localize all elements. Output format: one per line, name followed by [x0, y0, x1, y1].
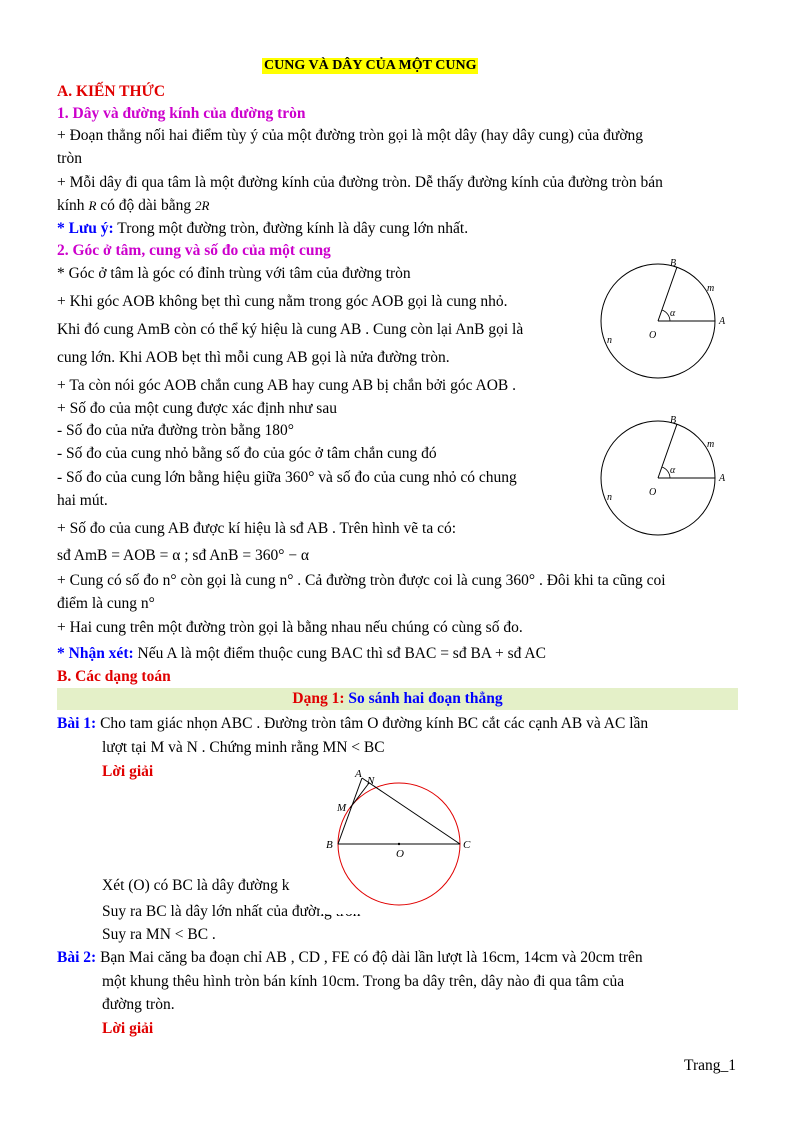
- central-angle-figure-2: [598, 410, 758, 550]
- section-a-heading: A. KIẾN THỨC: [57, 83, 166, 100]
- text-line-6: + Số đo của một cung được xác định như sau: [57, 400, 337, 417]
- page-number: Trang_1: [684, 1057, 736, 1074]
- bai2-line-b: một khung thêu hình tròn bán kính 10cm. Trong ba dây trên, dây nào đi qua tâm của: [102, 973, 625, 990]
- label-C: C: [463, 839, 471, 851]
- text-line-12: sđ AmB = AOB = α ; sđ AnB = 360° − α: [57, 547, 310, 564]
- paragraph-2a: + Mỗi dây đi qua tâm là một đường kính của đường tròn. Dễ thấy đường kính của đường tròn bán: [57, 174, 663, 191]
- text-line-10: hai mút.: [57, 492, 108, 509]
- label-n: n: [607, 492, 612, 503]
- central-angle-figure-1: [598, 252, 758, 392]
- text-line-11: + Số đo của cung AB được kí hiệu là sđ AB . Trên hình vẽ ta có:: [57, 520, 457, 537]
- angle-arc: [662, 310, 670, 321]
- label-B: B: [670, 258, 677, 269]
- solution-line-3: Suy ra MN < BC .: [102, 926, 216, 943]
- text-line-9: - Số đo của cung lớn bằng hiệu giữa 360° và số đo của cung nhỏ có chung: [57, 469, 517, 486]
- label-m: m: [707, 283, 715, 294]
- angle-arc: [662, 467, 670, 478]
- label-M: M: [337, 802, 347, 814]
- text-line-14: điểm là cung n°: [57, 595, 155, 612]
- paragraph-1b: tròn: [57, 150, 82, 167]
- label-B: B: [670, 415, 677, 426]
- label-m: m: [707, 439, 715, 450]
- text-line-7: - Số đo của nửa đường tròn bằng 180°: [57, 422, 294, 439]
- bai2-line-a: Bài 2: Bạn Mai căng ba đoạn chỉ AB , CD , FE có độ dài lần lượt là 16cm, 14cm và 20cm trên: [57, 949, 643, 966]
- paragraph-2b: kính R có độ dài bằng 2R: [57, 197, 210, 214]
- label-O: O: [396, 848, 404, 860]
- label-alpha: α: [670, 308, 676, 319]
- triangle-circle-figure: [320, 764, 480, 914]
- side-AC: [362, 778, 460, 844]
- note: * Lưu ý: Trong một đường tròn, đường kính là dây cung lớn nhất.: [57, 220, 469, 237]
- text-line-3: Khi đó cung AmB còn có thể ký hiệu là cung AB . Cung còn lại AnB gọi là: [57, 321, 524, 338]
- dang1-banner: Dạng 1: So sánh hai đoạn thẳng: [57, 688, 738, 710]
- solution-label-2: Lời giải: [102, 1020, 154, 1037]
- subheading-1: 1. Dây và đường kính của đường tròn: [57, 105, 306, 122]
- solution-line-2: Suy ra BC là dây lớn nhất của đường tròn: [102, 903, 361, 920]
- solution-label-1: Lời giải: [102, 763, 154, 780]
- label-alpha: α: [670, 465, 676, 476]
- label-N: N: [367, 775, 375, 787]
- text-line-13: + Cung có số đo n° còn gọi là cung n° . Cả đường tròn được coi là cung 360° . Đôi khi ta cũng coi: [57, 572, 666, 589]
- text-line-5: + Ta còn nói góc AOB chắn cung AB hay cung AB bị chắn bởi góc AOB .: [57, 377, 516, 394]
- text-line-15: + Hai cung trên một đường tròn gọi là bằng nhau nếu chúng có cùng số đo.: [57, 619, 523, 636]
- text-line-1: * Góc ở tâm là góc có đỉnh trùng với tâm của đường tròn: [57, 265, 411, 282]
- label-O: O: [649, 487, 657, 498]
- text-line-4: cung lớn. Khi AOB bẹt thì mỗi cung AB gọi là nửa đường tròn.: [57, 349, 450, 366]
- label-n: n: [607, 335, 612, 346]
- bai1-line-a: Bài 1: Cho tam giác nhọn ABC . Đường tròn tâm O đường kính BC cắt các cạnh AB và AC lần: [57, 715, 649, 732]
- remark: * Nhận xét: Nếu A là một điểm thuộc cung BAC thì sđ BAC = sđ BA + sđ AC: [57, 645, 546, 662]
- label-O: O: [649, 330, 657, 341]
- page-title: CUNG VÀ DÂY CỦA MỘT CUNG: [264, 58, 477, 73]
- bai2-line-c: đường tròn.: [102, 996, 175, 1013]
- label-B: B: [326, 839, 333, 851]
- text-line-8: - Số đo của cung nhỏ bằng số đo của góc ở tâm chắn cung đó: [57, 445, 437, 462]
- center-O-point: [398, 843, 400, 845]
- solution-line-1: Xét (O) có BC là dây đường k: [102, 877, 290, 894]
- subheading-2: 2. Góc ở tâm, cung và số đo của một cung: [57, 242, 331, 259]
- text-line-2: + Khi góc AOB không bẹt thì cung nằm trong góc AOB gọi là cung nhỏ.: [57, 293, 508, 310]
- bai1-line-b: lượt tại M và N . Chứng minh rằng MN < BC: [102, 739, 385, 756]
- label-A: A: [355, 768, 362, 780]
- paragraph-1a: + Đoạn thẳng nối hai điểm tùy ý của một đường tròn gọi là một dây (hay dây cung) của đường: [57, 127, 644, 144]
- label-A: A: [719, 316, 726, 327]
- section-b-heading: B. Các dạng toán: [57, 668, 171, 685]
- label-A: A: [719, 473, 726, 484]
